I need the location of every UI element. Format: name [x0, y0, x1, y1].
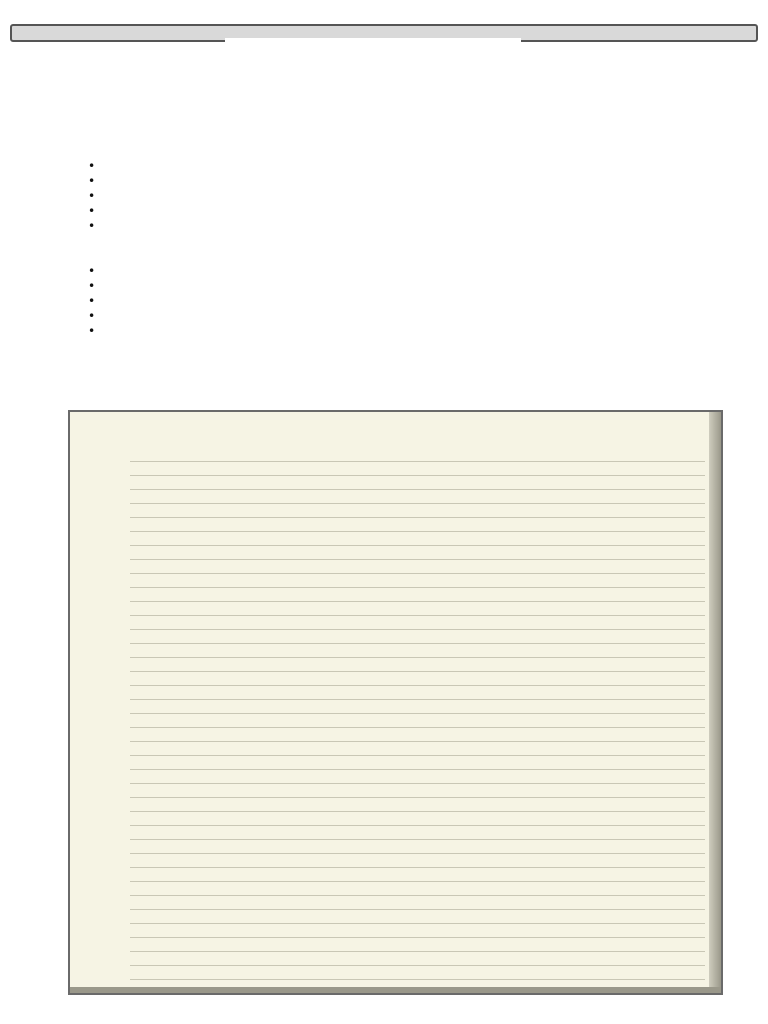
format-list [88, 159, 768, 234]
points-item [88, 309, 708, 324]
points-item [88, 294, 708, 309]
notebook-bottom-edge [70, 987, 721, 993]
notebook-ruled-lines [130, 448, 705, 988]
format-item [88, 189, 768, 204]
points-item [88, 324, 708, 339]
format-item [88, 159, 768, 174]
points-item [88, 264, 708, 279]
points-list [88, 264, 708, 339]
title-panel [225, 38, 521, 98]
diary-entry [135, 436, 705, 481]
points-item [88, 279, 708, 294]
format-item [88, 219, 768, 234]
format-item [88, 204, 768, 219]
notebook-page-edge [709, 412, 721, 993]
format-item [88, 174, 768, 189]
notebook-spiral [66, 418, 116, 988]
notebook-page [68, 410, 723, 995]
